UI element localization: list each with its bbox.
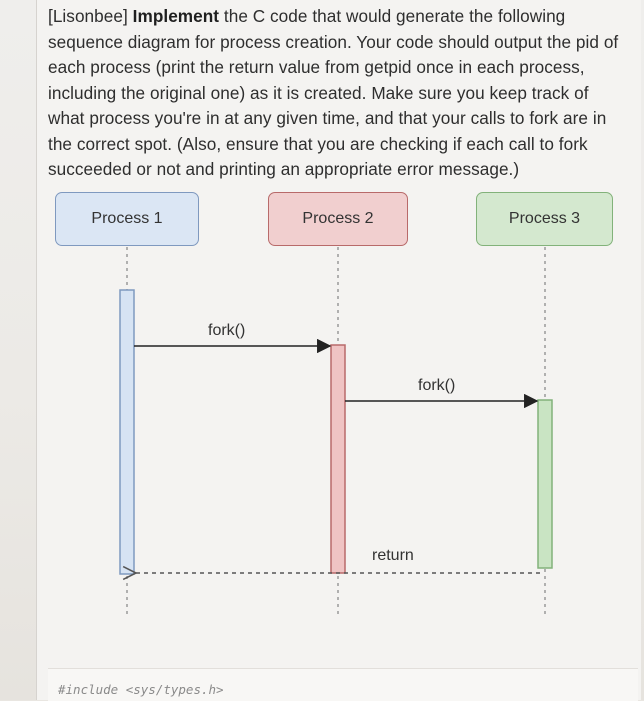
activation-process-2: [331, 345, 345, 573]
activation-process-1: [120, 290, 134, 574]
process-2-box: [268, 192, 408, 246]
process-2-label: Process 2: [302, 210, 374, 227]
message-fork-1-label: fork(): [208, 322, 246, 339]
process-3-box: [476, 192, 613, 246]
message-return-label: return: [372, 547, 414, 564]
process-1-label: Process 1: [91, 210, 163, 227]
question-body: the C code that would generate the following sequence diagram for process creation. Your code should output the pid of each process (print the return value from getpid once in each process, including the original one) as it is created. Make sure you keep track of what process you're in at any given time, and that your calls to fork are in the correct spot. (Also, ensure that you are checking if each call to fork succeeded or not and printing an appropriate error message.): [48, 6, 619, 179]
activation-process-3: [538, 400, 552, 568]
question-prefix: [Lisonbee]: [48, 6, 133, 26]
question-bold-word: Implement: [132, 6, 220, 26]
process-3-label: Process 3: [508, 210, 581, 227]
code-first-line: #include <sys/types.h>: [58, 682, 224, 697]
process-1-box: [55, 192, 199, 246]
message-fork-2-label: fork(): [418, 377, 456, 394]
